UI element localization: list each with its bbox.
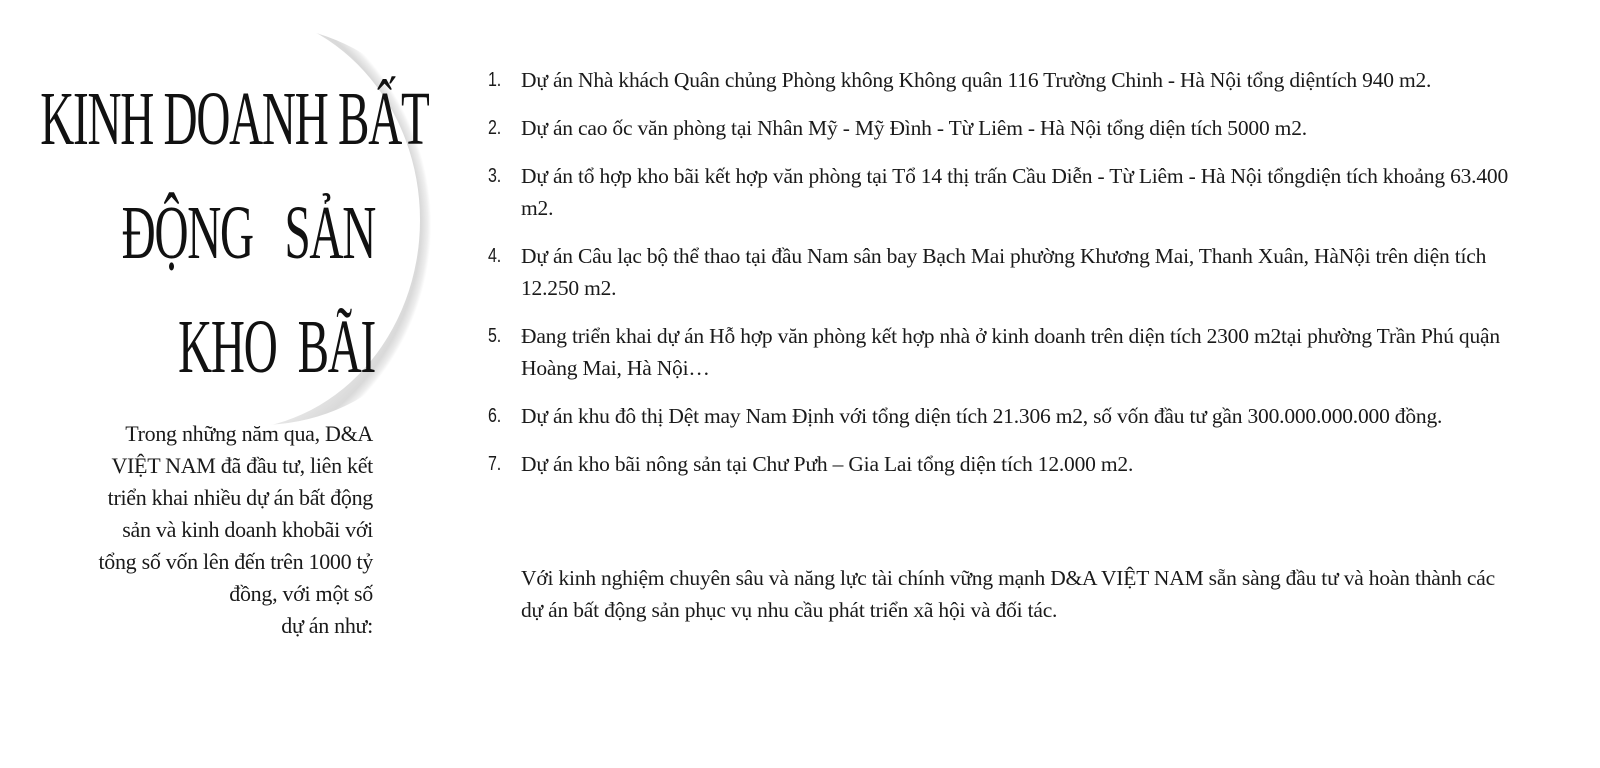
project-text: Đang triển khai dự án Hỗ hợp văn phòng kết hợp nhà ở kinh doanh trên diện tích 2300 m2tại phường Trần Phú quận Hoàng Mai, Hà Nội… bbox=[521, 324, 1500, 380]
page-title bbox=[40, 62, 429, 404]
project-item-4 bbox=[488, 240, 1538, 304]
intro-line: dự án như: bbox=[281, 613, 373, 638]
intro-line: tổng số vốn lên đến trên 1000 tỷ bbox=[98, 549, 373, 574]
project-number: 1. bbox=[488, 69, 502, 91]
project-number: 2. bbox=[488, 117, 502, 139]
project-text: Dự án khu đô thị Dệt may Nam Định với tổng diện tích 21.306 m2, số vốn đầu tư gần 300.000.000.000 đồng. bbox=[521, 404, 1443, 428]
headline-block bbox=[40, 62, 429, 404]
project-item-6 bbox=[488, 400, 1538, 432]
project-text: Dự án cao ốc văn phòng tại Nhân Mỹ - Mỹ Đình - Từ Liêm - Hà Nội tổng diện tích 5000 m2. bbox=[521, 116, 1307, 140]
project-text: Dự án kho bãi nông sản tại Chư Pưh – Gia Lai tổng diện tích 12.000 m2. bbox=[521, 452, 1134, 476]
project-number: 5. bbox=[488, 325, 502, 347]
intro-line: đồng, với một số bbox=[229, 581, 373, 606]
title-line-3: KHO BÃI bbox=[178, 305, 375, 389]
project-number: 4. bbox=[488, 245, 502, 267]
intro-line: Trong những năm qua, D&A bbox=[125, 421, 373, 446]
project-item-7 bbox=[488, 448, 1538, 480]
project-item-5 bbox=[488, 320, 1538, 384]
project-item-1 bbox=[488, 64, 1538, 96]
project-number: 7. bbox=[488, 453, 502, 475]
project-number: 3. bbox=[488, 165, 502, 187]
intro-line: triển khai nhiều dự án bất động bbox=[107, 485, 373, 510]
project-text: Dự án Câu lạc bộ thể thao tại đầu Nam sân bay Bạch Mai phường Khương Mai, Thanh Xuân, HàNội trên diện tích 12.250 m2. bbox=[521, 244, 1487, 300]
title-line-1: KINH DOANH BẤT bbox=[40, 77, 429, 161]
project-list bbox=[488, 64, 1538, 496]
project-text: Dự án Nhà khách Quân chủng Phòng không Không quân 116 Trường Chinh - Hà Nội tổng diệntích 940 m2. bbox=[521, 68, 1432, 92]
intro-line: VIỆT NAM đã đầu tư, liên kết bbox=[111, 453, 373, 478]
intro-paragraph bbox=[40, 418, 373, 642]
project-item-3 bbox=[488, 160, 1538, 224]
project-item-2 bbox=[488, 112, 1538, 144]
title-line-2: ĐỘNG SẢN bbox=[121, 191, 375, 275]
project-number: 6. bbox=[488, 405, 502, 427]
intro-line: sản và kinh doanh khobãi với bbox=[122, 517, 373, 542]
closing-paragraph: Với kinh nghiệm chuyên sâu và năng lực tài chính vững mạnh D&A VIỆT NAM sẵn sàng đầu tư và hoàn thành các dự án bất động sản phục vụ nhu cầu phát triển xã hội và đối tác. bbox=[521, 566, 1495, 622]
project-text: Dự án tổ hợp kho bãi kết hợp văn phòng tại Tổ 14 thị trấn Cầu Diễn - Từ Liêm - Hà Nội tổngdiện tích khoảng 63.400 m2. bbox=[521, 164, 1508, 220]
